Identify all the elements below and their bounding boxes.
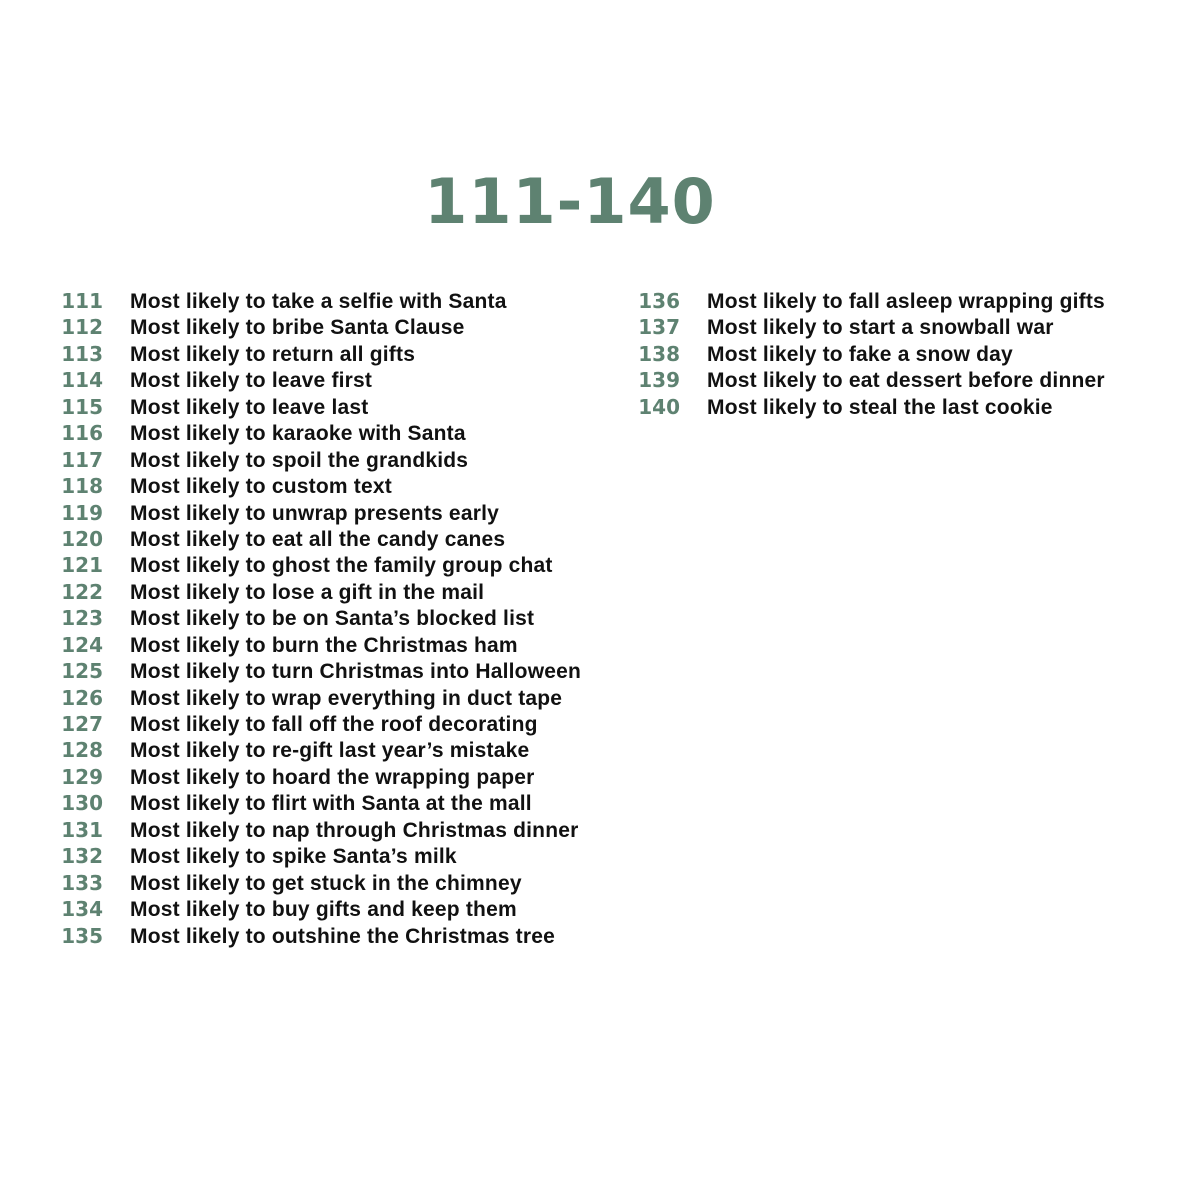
item-number: 128	[61, 738, 103, 763]
item-text: Most likely to bribe Santa Clause	[130, 316, 465, 340]
item-text: Most likely to spoil the grandkids	[130, 448, 469, 472]
item-text: Most likely to take a selfie with Santa	[130, 290, 507, 313]
list-item	[55, 738, 635, 764]
list-item	[632, 289, 1192, 315]
right-list	[632, 289, 1192, 421]
item-text: Most likely to custom text	[130, 475, 392, 499]
list-item	[55, 791, 635, 817]
item-number: 118	[61, 474, 103, 499]
item-text: Most likely to ghost the family group chat	[130, 554, 553, 578]
item-text: Most likely to re-gift last year’s mistake	[130, 739, 530, 763]
item-text: Most likely to wrap everything in duct tape	[130, 686, 563, 710]
item-text: Most likely to fake a snow day	[707, 342, 1013, 366]
item-number: 117	[61, 447, 103, 472]
item-number: 125	[61, 659, 103, 684]
list-item	[55, 368, 635, 394]
list-item	[55, 501, 635, 527]
item-number: 134	[61, 897, 103, 922]
item-number: 129	[61, 764, 103, 789]
item-text: Most likely to be on Santa’s blocked list	[130, 607, 535, 631]
item-number: 114	[61, 368, 103, 393]
list-item	[55, 474, 635, 500]
list-item	[55, 606, 635, 632]
item-text: Most likely to nap through Christmas dinner	[130, 818, 579, 842]
item-number: 130	[61, 791, 103, 816]
item-text: Most likely to return all gifts	[130, 342, 416, 366]
list-item	[55, 580, 635, 606]
item-text: Most likely to fall off the roof decorating	[130, 713, 538, 736]
list-item	[55, 527, 635, 553]
item-text: Most likely to start a snowball war	[707, 316, 1054, 340]
item-number: 122	[61, 579, 103, 604]
list-item	[55, 395, 635, 421]
item-number: 136	[638, 289, 680, 313]
list-item	[55, 315, 635, 341]
item-number: 132	[61, 844, 103, 869]
item-text: Most likely to steal the last cookie	[707, 395, 1053, 419]
list-item	[55, 448, 635, 474]
item-text: Most likely to turn Christmas into Halloween	[130, 660, 582, 684]
item-number: 119	[61, 500, 103, 525]
item-number: 113	[61, 341, 103, 366]
item-number: 135	[61, 923, 103, 948]
item-text: Most likely to unwrap presents early	[130, 501, 499, 525]
item-text: Most likely to spike Santa’s milk	[130, 845, 457, 869]
list-item	[55, 897, 635, 923]
list-item	[55, 553, 635, 579]
item-number: 124	[61, 632, 103, 657]
item-number: 111	[61, 289, 103, 313]
item-number: 116	[61, 421, 103, 446]
item-text: Most likely to fall asleep wrapping gifts	[707, 290, 1105, 313]
item-text: Most likely to eat dessert before dinner	[707, 369, 1105, 393]
list-item	[632, 315, 1192, 341]
item-text: Most likely to get stuck in the chimney	[130, 871, 522, 895]
list-item	[632, 368, 1192, 394]
list-item	[632, 395, 1192, 421]
item-text: Most likely to burn the Christmas ham	[130, 633, 518, 657]
item-number: 138	[638, 341, 680, 366]
item-text: Most likely to buy gifts and keep them	[130, 898, 517, 922]
item-number: 121	[61, 553, 103, 578]
list-item	[55, 871, 635, 897]
item-number: 139	[638, 368, 680, 393]
list-item	[55, 342, 635, 368]
item-number: 120	[61, 526, 103, 551]
item-text: Most likely to lose a gift in the mail	[130, 580, 485, 604]
left-list	[55, 289, 635, 950]
item-text: Most likely to eat all the candy canes	[130, 527, 506, 551]
item-number: 123	[61, 606, 103, 631]
item-number: 137	[638, 315, 680, 340]
item-number: 115	[61, 394, 103, 419]
list-item	[632, 342, 1192, 368]
list-item	[55, 686, 635, 712]
item-text: Most likely to outshine the Christmas tree	[130, 924, 555, 948]
item-number: 127	[61, 712, 103, 736]
item-text: Most likely to karaoke with Santa	[130, 422, 466, 446]
item-number: 133	[61, 870, 103, 895]
list-item	[55, 712, 635, 738]
list-item	[55, 924, 635, 950]
item-text: Most likely to leave first	[130, 369, 373, 393]
item-text: Most likely to leave last	[130, 395, 369, 419]
list-item	[55, 633, 635, 659]
item-number: 131	[61, 817, 103, 842]
item-text: Most likely to hoard the wrapping paper	[130, 765, 535, 789]
list-item	[55, 765, 635, 791]
list-item	[55, 289, 635, 315]
list-item	[55, 818, 635, 844]
page-title: 111-140	[424, 165, 716, 238]
list-item	[55, 421, 635, 447]
item-number: 140	[638, 394, 680, 419]
item-number: 126	[61, 685, 103, 710]
item-number: 112	[61, 315, 103, 340]
list-item	[55, 659, 635, 685]
item-text: Most likely to flirt with Santa at the mall	[130, 792, 532, 816]
list-item	[55, 844, 635, 870]
